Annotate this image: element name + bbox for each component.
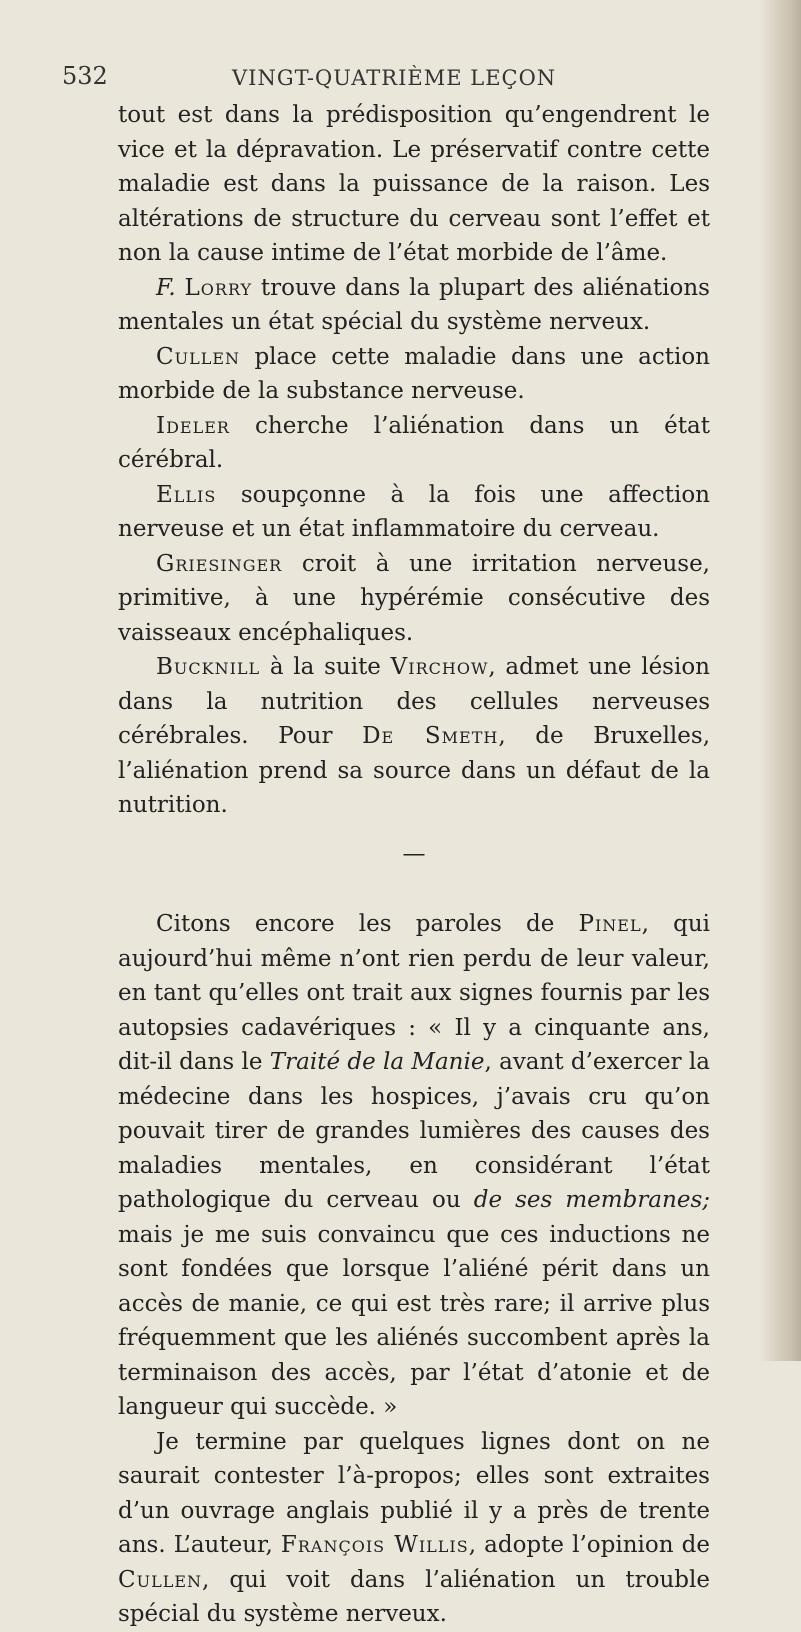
paragraph-9 — [118, 1425, 710, 1632]
paragraph-6 — [118, 547, 710, 651]
book-title: Traité de la Manie — [269, 1049, 485, 1075]
paragraph-7-text: , de Bruxelles, l’aliénation prend sa source dans un défaut de la nutrition. — [118, 723, 711, 818]
paragraph-7-text: à la suite — [260, 654, 391, 680]
author-name: Bucknill — [156, 654, 261, 680]
paragraph-4-text: cherche l’aliénation dans un état cérébral. — [118, 412, 710, 473]
paragraph-7-text: , admet une lésion dans la nutrition des cellules nerveuses cérébrales. Pour — [118, 654, 710, 749]
running-head: VINGT-QUATRIÈME LEÇON — [232, 66, 557, 90]
author-initial: F. — [156, 274, 176, 301]
paragraph-5-text: soupçonne à la fois une affection nerveuse et un état inflammatoire du cerveau. — [118, 481, 710, 542]
paragraph-2 — [118, 271, 710, 340]
paragraph-9-text: , adopte l’opinion de — [468, 1532, 710, 1558]
author-name: De Smeth — [362, 723, 499, 749]
paragraph-1: tout est dans la prédisposition qu’engendrent le vice et la dépravation. Le préservatif contre cette maladie est dans la puissance de la raison. Les altérations de structure du cerveau sont l’effet et non la cause intime de l’état morbide de l’âme. — [118, 102, 710, 266]
author-name: Cullen — [156, 343, 241, 370]
paragraph-8-text: mais je me suis convaincu que ces inductions ne sont fondées que lorsque l’aliéné périt dans un accès de manie, ce qui est très rare; il arrive plus fréquemment que les aliénés succombent après la terminaison des accès, par l’état d’atonie et de langueur qui succède. » — [118, 1221, 710, 1420]
paragraph-3-text: place cette maladie dans une action morbide de la substance nerveuse. — [118, 343, 710, 404]
author-name: Griesinger — [156, 550, 283, 577]
page-number: 532 — [62, 62, 108, 90]
author-name: Cullen — [118, 1566, 203, 1593]
italic-phrase: de ses membranes; — [473, 1187, 710, 1213]
paragraph-4 — [118, 409, 710, 478]
author-name: Ellis — [156, 481, 217, 508]
paragraph-3 — [118, 340, 710, 409]
paragraph-9-text: , qui voit dans l’aliénation un trouble spécial du système nerveux. — [118, 1566, 710, 1627]
paragraph-9-text: Je termine par quelques lignes dont on ne saurait contester l’à-propos; elles sont extraites d’un ouvrage anglais publié il y a près de trente ans. L’auteur, — [118, 1428, 710, 1558]
section-separator: — — [402, 840, 426, 867]
page-body — [118, 98, 710, 1632]
author-name: Lorry — [184, 274, 253, 301]
author-name: Pinel — [578, 911, 642, 937]
author-name: François Willis — [280, 1532, 469, 1558]
paragraph-8-text: , qui aujourd’hui même n’ont rien perdu de leur valeur, en tant qu’elles ont trait aux signes fournis par les autopsies cadavériques : « Il y a cinquante ans, dit-il dans le — [118, 911, 710, 1075]
page-edge-shadow — [759, 0, 801, 1361]
paragraph-8 — [118, 907, 710, 1425]
paragraph-7 — [118, 650, 710, 823]
paragraph-5 — [118, 478, 710, 547]
paragraph-8-text: , avant d’exercer la médecine dans les hospices, j’avais cru qu’on pouvait tirer de grandes lumières des causes des maladies mentales, en considérant l’état pathologique du cerveau ou — [118, 1049, 710, 1213]
author-name: Ideler — [156, 412, 230, 439]
paragraph-6-text: croit à une irritation nerveuse, primitive, à une hypérémie consécutive des vaisseaux encéphaliques. — [118, 550, 710, 646]
author-name: Virchow — [390, 654, 489, 680]
paragraph-2-text: trouve dans la plupart des aliénations mentales un état spécial du système nerveux. — [118, 274, 710, 335]
paragraph-8-text: Citons encore les paroles de — [156, 911, 579, 937]
